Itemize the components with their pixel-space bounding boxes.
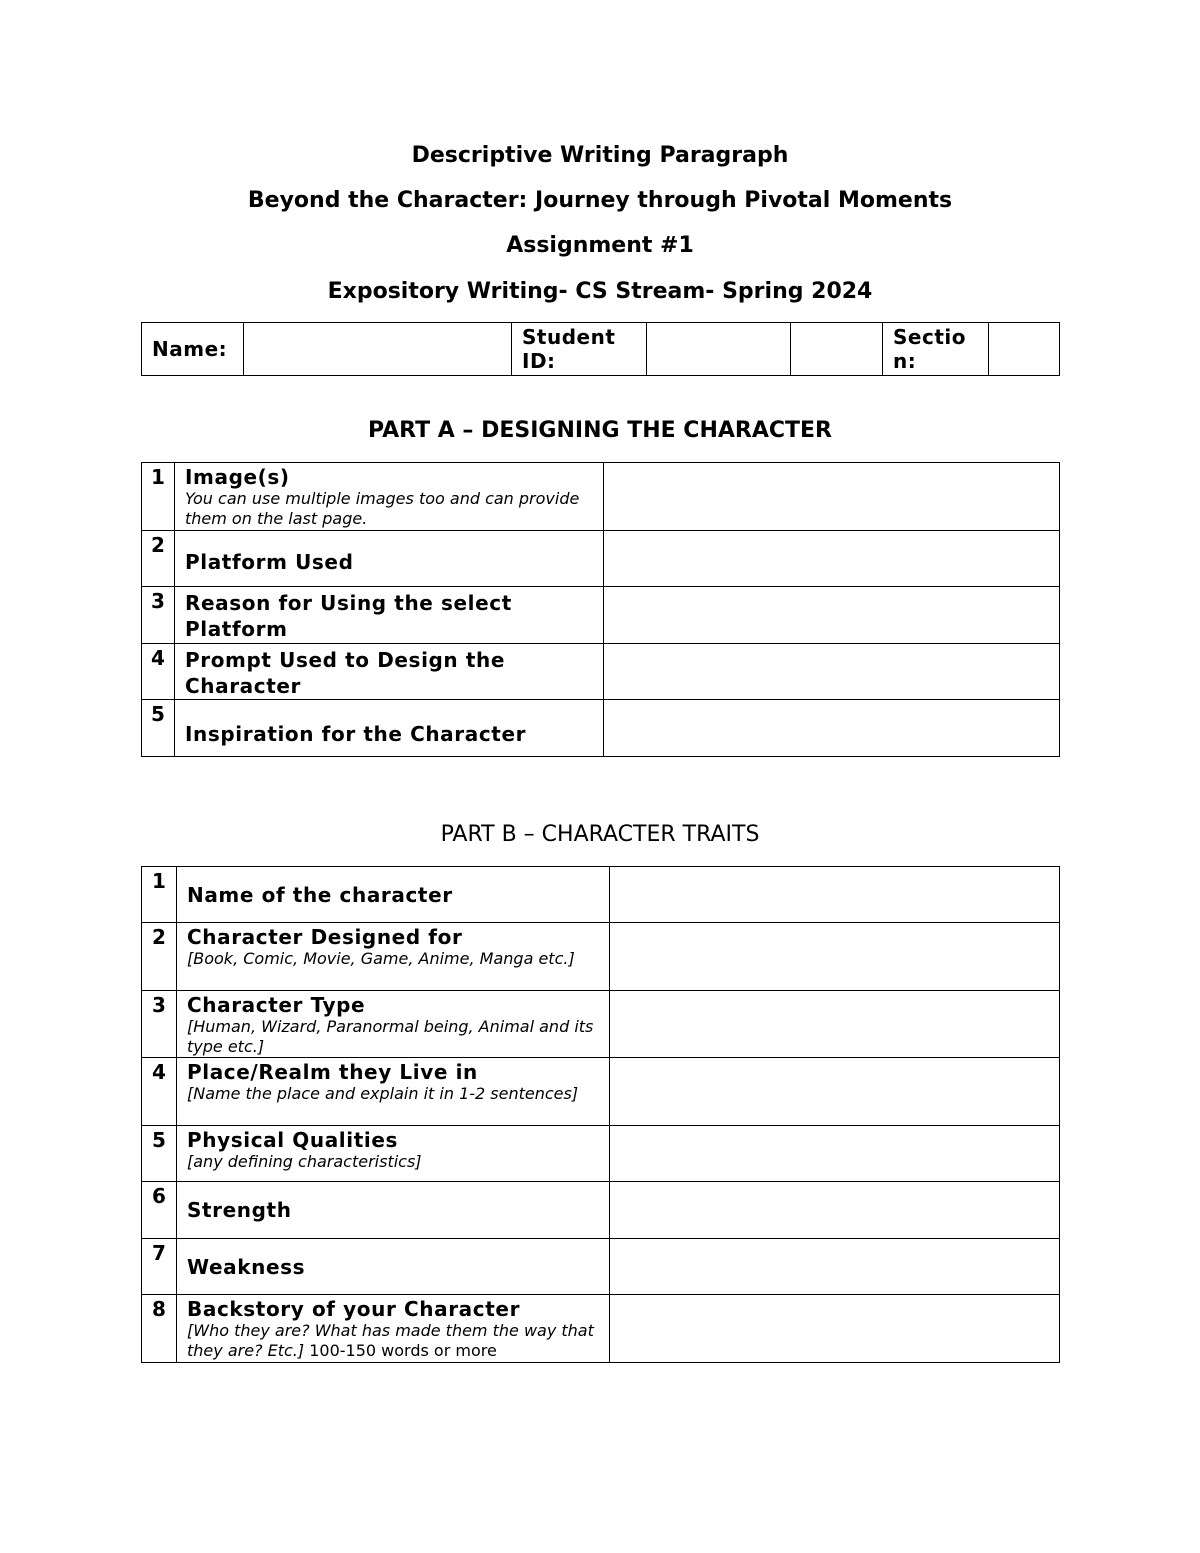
row-number: 3 — [142, 991, 177, 1058]
row-number: 1 — [142, 867, 177, 923]
row-label: Weakness — [177, 1239, 610, 1295]
table-row — [142, 1182, 1060, 1239]
answer-field[interactable] — [610, 1126, 1060, 1182]
table-row — [142, 1126, 1060, 1182]
answer-field[interactable] — [610, 923, 1060, 991]
document-title: Descriptive Writing Paragraph — [411, 143, 789, 168]
row-label: Platform Used — [175, 531, 604, 587]
answer-field[interactable] — [610, 991, 1060, 1058]
row-number: 5 — [142, 700, 175, 757]
part-a-table — [141, 462, 1060, 757]
row-label: Backstory of your Character [Who they are? What has made them the way that they are? Etc.] 100-150 words or more — [177, 1295, 610, 1363]
row-label: Reason for Using the select Platform — [175, 587, 604, 644]
row-label: Character Designed for [Book, Comic, Movie, Game, Anime, Manga etc.] — [177, 923, 610, 991]
answer-field[interactable] — [610, 1182, 1060, 1239]
table-row — [142, 1295, 1060, 1363]
student-id-label: Student ID: — [512, 323, 647, 376]
section-label: Sectio n: — [883, 323, 989, 376]
row-number: 8 — [142, 1295, 177, 1363]
student-id-field-extra[interactable] — [791, 323, 883, 376]
part-b-table — [141, 866, 1060, 1363]
table-row — [142, 644, 1060, 700]
assignment-number: Assignment #1 — [506, 233, 694, 258]
answer-field[interactable] — [610, 867, 1060, 923]
table-row — [142, 531, 1060, 587]
part-b-heading: PART B – CHARACTER TRAITS — [440, 822, 760, 847]
answer-field[interactable] — [610, 1239, 1060, 1295]
table-row — [142, 463, 1060, 531]
row-label: Place/Realm they Live in [Name the place and explain it in 1-2 sentences] — [177, 1058, 610, 1126]
row-label: Prompt Used to Design the Character — [175, 644, 604, 700]
part-a-heading: PART A – DESIGNING THE CHARACTER — [368, 418, 832, 443]
table-row — [142, 1058, 1060, 1126]
table-row — [142, 1239, 1060, 1295]
table-row — [142, 991, 1060, 1058]
row-number: 4 — [142, 644, 175, 700]
answer-field[interactable] — [604, 587, 1060, 644]
document-subtitle: Beyond the Character: Journey through Pivotal Moments — [247, 188, 953, 213]
row-label: Character Type [Human, Wizard, Paranormal being, Animal and its type etc.] — [177, 991, 610, 1058]
answer-field[interactable] — [610, 1295, 1060, 1363]
course-line: Expository Writing- CS Stream- Spring 2024 — [327, 279, 873, 304]
student-id-field[interactable] — [647, 323, 791, 376]
section-field[interactable] — [989, 323, 1060, 376]
row-label: Inspiration for the Character — [175, 700, 604, 757]
row-label: Name of the character — [177, 867, 610, 923]
row-number: 2 — [142, 923, 177, 991]
row-number: 3 — [142, 587, 175, 644]
student-info-table — [141, 322, 1060, 376]
row-label: Strength — [177, 1182, 610, 1239]
name-field[interactable] — [244, 323, 512, 376]
answer-field[interactable] — [604, 463, 1060, 531]
answer-field[interactable] — [604, 700, 1060, 757]
table-row — [142, 923, 1060, 991]
table-row — [142, 700, 1060, 757]
row-number: 4 — [142, 1058, 177, 1126]
answer-field[interactable] — [604, 644, 1060, 700]
table-row — [142, 867, 1060, 923]
row-label: Image(s) You can use multiple images too and can provide them on the last page. — [175, 463, 604, 531]
row-number: 1 — [142, 463, 175, 531]
row-number: 7 — [142, 1239, 177, 1295]
answer-field[interactable] — [604, 531, 1060, 587]
row-number: 5 — [142, 1126, 177, 1182]
name-label: Name: — [142, 323, 244, 376]
table-row — [142, 587, 1060, 644]
row-number: 2 — [142, 531, 175, 587]
row-label: Physical Qualities [any defining characteristics] — [177, 1126, 610, 1182]
answer-field[interactable] — [610, 1058, 1060, 1126]
row-number: 6 — [142, 1182, 177, 1239]
